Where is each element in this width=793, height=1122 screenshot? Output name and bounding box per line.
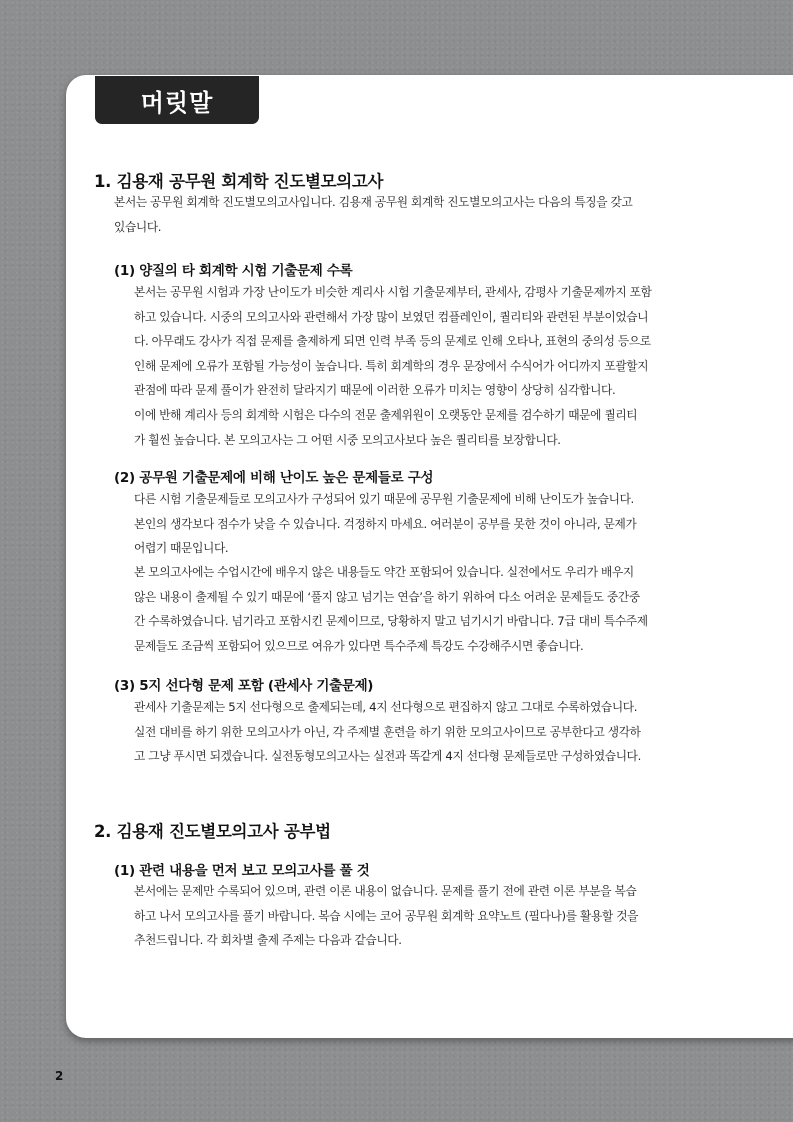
text-line: 다. 아무래도 강사가 직접 문제를 출제하게 되면 인력 부족 등의 문제로 인해 오타나, 표현의 중의성 등으로 xyxy=(134,334,651,348)
section-1-intro xyxy=(114,190,684,239)
text-line: 다른 시험 기출문제들로 모의고사가 구성되어 있기 때문에 공무원 기출문제에 비해 난이도가 높습니다. xyxy=(134,492,634,506)
text-line: 실전 대비를 하기 위한 모의고사가 아닌, 각 주제별 훈련을 하기 위한 모의고사이므로 공부한다고 생각하 xyxy=(134,724,641,739)
text-line: 하고 나서 모의고사를 풀기 바랍니다. 복습 시에는 코어 공무원 회계학 요약노트 (필다나)를 활용할 것을 xyxy=(134,908,639,923)
text-line: 추천드립니다. 각 회차별 출제 주제는 다음과 같습니다. xyxy=(134,933,402,947)
subsection-1-2-title: (2) 공무원 기출문제에 비해 난이도 높은 문제들로 구성 xyxy=(114,470,434,486)
header-badge: 머릿말 xyxy=(95,76,259,124)
text-line: 있습니다. xyxy=(114,219,162,234)
text-line: 본 모의고사에는 수업시간에 배우지 않은 내용들도 약간 포함되어 있습니다. 실전에서도 우리가 배우지 xyxy=(134,565,634,579)
subsection-1-1-paragraph-2 xyxy=(134,403,686,452)
subsection-1-2-paragraph-2 xyxy=(134,560,686,658)
subsection-2-1-title: (1) 관련 내용을 먼저 보고 모의고사를 풀 것 xyxy=(114,863,370,879)
text-line: 이에 반해 계리사 등의 회계학 시험은 다수의 전문 출제위원이 오랫동안 문제를 검수하기 때문에 퀄리티 xyxy=(134,408,638,422)
text-line: 하고 있습니다. 시중의 모의고사와 관련해서 가장 많이 보였던 컴플레인이, 퀄리티와 관련된 부분이었습니 xyxy=(134,309,649,324)
text-line: 문제들도 조금씩 포함되어 있으므로 여유가 있다면 특수주제 특강도 수강해주시면 좋습니다. xyxy=(134,638,584,653)
text-line: 고 그냥 푸시면 되겠습니다. 실전동형모의고사는 실전과 똑같게 4지 선다형 문제들로만 구성하였습니다. xyxy=(134,749,641,763)
text-line: 인해 문제에 오류가 포함될 가능성이 높습니다. 특히 회계학의 경우 문장에서 수식어가 어디까지 포괄할지 xyxy=(134,358,649,373)
subsection-1-3-paragraph-1 xyxy=(134,695,686,769)
section-2-title: 2. 김용재 진도별모의고사 공부법 xyxy=(94,822,331,841)
subsection-1-3-title: (3) 5지 선다형 문제 포함 (관세사 기출문제) xyxy=(114,678,374,694)
text-line: 어렵기 때문입니다. xyxy=(134,541,229,555)
page-number: 2 xyxy=(55,1069,64,1083)
subsection-1-2-paragraph-1 xyxy=(134,487,686,561)
text-line: 관세사 기출문제는 5지 선다형으로 출제되는데, 4지 선다형으로 편집하지 않고 그대로 수록하였습니다. xyxy=(134,700,638,714)
subsection-1-1-paragraph-1 xyxy=(134,280,686,403)
text-line: 본인의 생각보다 점수가 낮을 수 있습니다. 걱정하지 마세요. 여러분이 공부를 못한 것이 아니라, 문제가 xyxy=(134,516,637,531)
text-line: 본서에는 문제만 수록되어 있으며, 관련 이론 내용이 없습니다. 문제를 풀기 전에 관련 이론 부분을 복습 xyxy=(134,884,637,898)
text-line: 간 수록하였습니다. 넘기라고 포함시킨 문제이므로, 당황하지 말고 넘기시기 바랍니다. 7급 대비 특수주제 xyxy=(134,614,648,628)
text-line: 관점에 따라 문제 풀이가 완전히 달라지기 때문에 이러한 오류가 미치는 영향이 상당히 심각합니다. xyxy=(134,383,616,397)
text-line: 가 훨씬 높습니다. 본 모의고사는 그 어떤 시중 모의고사보다 높은 퀄리티를 보장합니다. xyxy=(134,432,561,447)
text-line: 않은 내용이 출제될 수 있기 때문에 ‘풀지 않고 넘기는 연습’을 하기 위하여 다소 어려운 문제들도 중간중 xyxy=(134,589,640,604)
section-1-title: 1. 김용재 공무원 회계학 진도별모의고사 xyxy=(94,172,384,191)
subsection-2-1-paragraph-1 xyxy=(134,879,686,953)
text-line: 본서는 공무원 시험과 가장 난이도가 비슷한 계리사 시험 기출문제부터, 관세사, 감평사 기출문제까지 포함 xyxy=(134,285,652,299)
subsection-1-1-title: (1) 양질의 타 회계학 시험 기출문제 수록 xyxy=(114,263,353,279)
text-line: 본서는 공무원 회계학 진도별모의고사입니다. 김용재 공무원 회계학 진도별모의고사는 다음의 특징을 갖고 xyxy=(114,195,633,209)
